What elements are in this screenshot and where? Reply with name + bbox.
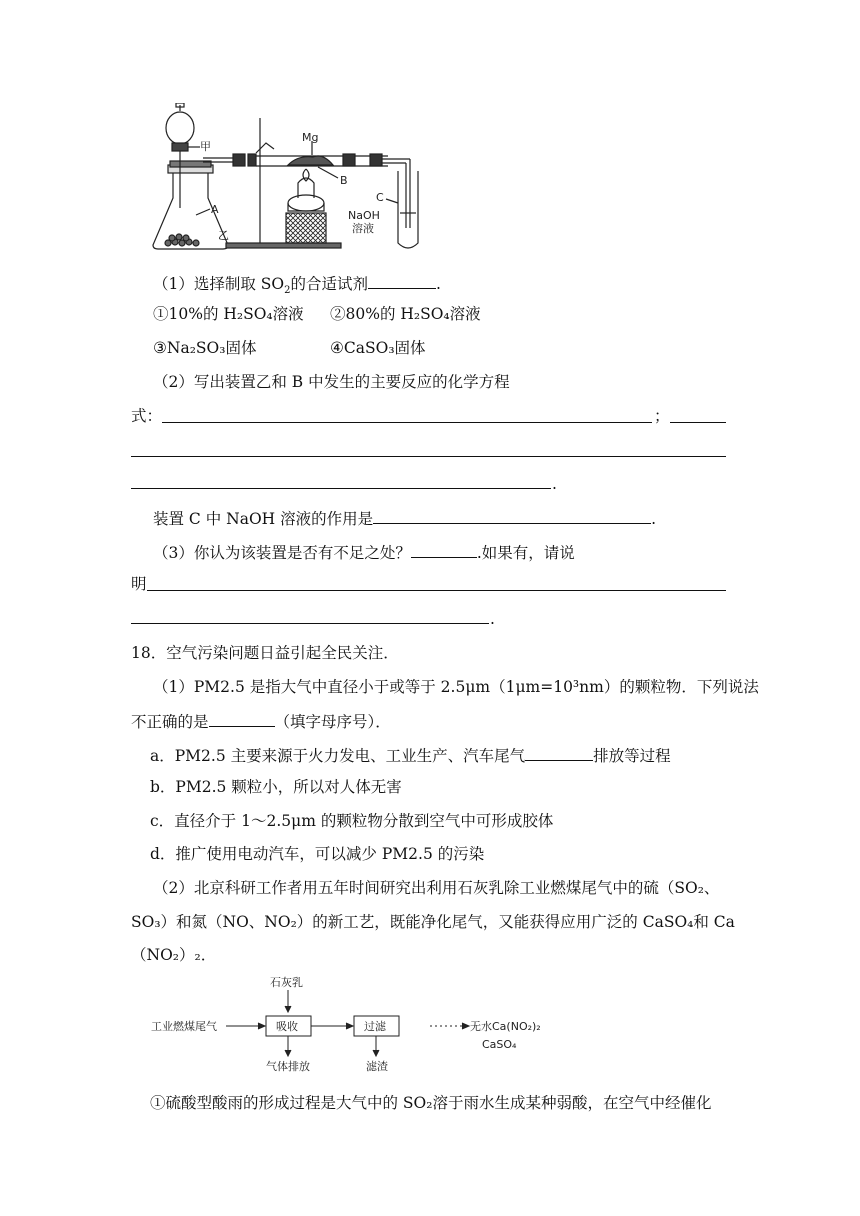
option-1 — [153, 304, 304, 324]
q2-blank-3[interactable] — [131, 456, 726, 457]
q18-option-b-text: b．PM2.5 颗粒小，所以对人体无害 — [150, 778, 402, 796]
option-1-text: ①10%的 H₂SO₄溶液 — [153, 305, 304, 323]
q3-suffix: .如果有，请说 — [476, 544, 575, 562]
q18-option-d-text: d．推广使用电动汽车，可以减少 PM2.5 的污染 — [150, 845, 485, 863]
apparatus-diagram — [148, 103, 433, 253]
q2-line2-prefix — [131, 406, 162, 426]
q3-end — [490, 609, 495, 629]
q18-option-d — [150, 844, 484, 864]
flow-gas-release: 气体排放 — [266, 1060, 310, 1073]
option-3-text: ③Na₂SO₃固体 — [153, 339, 257, 357]
q3-end-text: . — [490, 610, 495, 628]
label-rongye: 溶液 — [352, 222, 374, 235]
q1-suffix: 的合适试剂 — [290, 275, 369, 293]
q18-title — [131, 643, 399, 663]
q18-p2-line3-text: （NO₂）₂． — [131, 946, 217, 964]
qc-line — [153, 507, 656, 529]
q3-line2-prefix — [131, 574, 147, 594]
option-2-text: ②80%的 H₂SO₄溶液 — [330, 305, 481, 323]
q18-option-c-text: c．直径介于 1～2.5μm 的颗粒物分散到空气中可形成胶体 — [150, 812, 554, 830]
q2-end — [552, 474, 557, 494]
option-4 — [330, 338, 426, 358]
q18-p2-line1-text: （2）北京科研工作者用五年时间研究出利用石灰乳除工业燃煤尾气中的硫（SO₂、 — [153, 879, 720, 897]
q18-p3 — [150, 1093, 711, 1113]
option-4-text: ④CaSO₃固体 — [330, 339, 426, 357]
q18-p2-line2-text: SO₃）和氮（NO、NO₂）的新工艺，既能净化尾气，又能获得应用广泛的 CaSO₄和 Ca — [131, 913, 735, 931]
q2-semicolon-text: ； — [654, 407, 670, 425]
q2-line2-prefix-text: 式： — [131, 407, 163, 425]
label-yi: 乙 — [218, 229, 229, 242]
q1-line — [153, 272, 441, 301]
qc-end: . — [651, 510, 657, 528]
q3-line2-prefix-text: 明 — [131, 575, 147, 593]
flow-residue: 滤渣 — [366, 1060, 388, 1073]
q2-blank-2[interactable] — [670, 422, 726, 423]
process-flow-diagram — [148, 972, 568, 1082]
q18-p1-blank[interactable] — [209, 710, 275, 727]
q18-option-c — [150, 811, 553, 831]
q3-blank-1[interactable] — [411, 541, 477, 558]
q18-p2-line3 — [131, 945, 216, 965]
label-a: A — [211, 203, 219, 216]
q18-option-b — [150, 777, 402, 797]
q18-p1-line2 — [131, 710, 391, 732]
q2-line1 — [153, 372, 510, 392]
q2-blank-1[interactable] — [162, 422, 652, 423]
label-naoh: NaOH — [348, 209, 380, 222]
q3-prefix: （3）你认为该装置是否有不足之处？ — [153, 544, 411, 562]
q18-p1-line1 — [153, 677, 759, 697]
q18-option-a-blank[interactable] — [525, 744, 593, 761]
qc-text: 装置 C 中 NaOH 溶液的作用是 — [153, 510, 374, 528]
flow-output-1: 无水Ca(NO₂)₂ — [470, 1020, 541, 1033]
q18-p1-line2-prefix: 不正确的是 — [131, 713, 209, 731]
label-c: C — [376, 191, 384, 204]
q3-line1 — [153, 541, 575, 563]
flow-box-filter: 过滤 — [364, 1020, 386, 1033]
option-2 — [330, 304, 481, 324]
flow-left-label: 工业燃煤尾气 — [151, 1020, 217, 1033]
q3-blank-2[interactable] — [147, 590, 726, 591]
q18-option-a — [150, 744, 671, 766]
q3-blank-3[interactable] — [131, 623, 489, 624]
label-b: B — [340, 174, 348, 187]
q18-option-a-suffix: 排放等过程 — [593, 747, 671, 765]
label-mg: Mg — [302, 131, 319, 144]
q18-p3-text: ①硫酸型酸雨的形成过程是大气中的 SO₂溶于雨水生成某种弱酸，在空气中经催化 — [150, 1094, 712, 1112]
q1-end: . — [436, 275, 441, 293]
flow-output-2: CaSO₄ — [482, 1038, 517, 1051]
flow-box-absorb: 吸收 — [276, 1020, 298, 1033]
q1-prefix: （1）选择制取 SO — [153, 275, 285, 293]
qc-blank[interactable] — [373, 507, 651, 524]
q18-p1-line2-suffix: （填字母序号）． — [274, 713, 391, 731]
q2-end-text: . — [552, 475, 557, 493]
q2-blank-4[interactable] — [131, 488, 551, 489]
q18-option-a-prefix: a．PM2.5 主要来源于火力发电、工业生产、汽车尾气 — [150, 747, 526, 765]
option-3 — [153, 338, 256, 358]
q18-title-text: 18．空气污染问题日益引起全民关注． — [131, 644, 399, 662]
q2-semicolon — [654, 406, 670, 426]
q18-p1-line1-text: （1）PM2.5 是指大气中直径小于或等于 2.5μm（1μm=10³nm）的颗粒物．下列说法 — [153, 678, 759, 696]
q18-p2-line1 — [153, 878, 719, 898]
q1-sub: 2 — [284, 285, 291, 297]
label-jia: 甲 — [200, 140, 211, 153]
q2-line1-text: （2）写出装置乙和 B 中发生的主要反应的化学方程 — [153, 373, 510, 391]
q18-p2-line2 — [131, 912, 735, 932]
q1-blank[interactable] — [368, 272, 436, 289]
flow-top-label: 石灰乳 — [270, 976, 303, 989]
